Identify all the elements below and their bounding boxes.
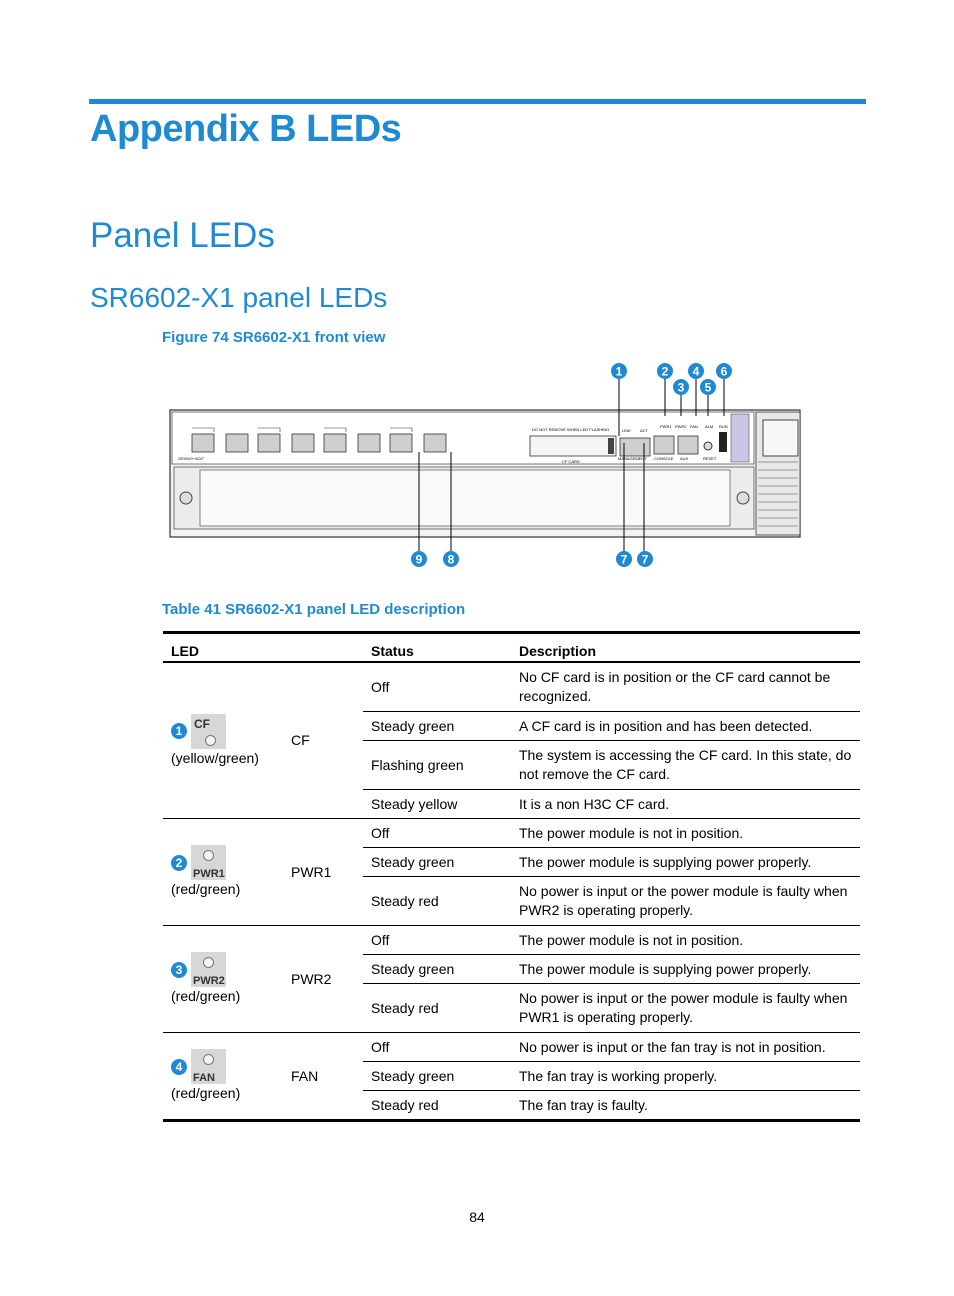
callout-4: 4 [692,364,700,379]
callout-3: 3 [677,380,685,395]
table-body [163,662,860,1121]
link-label: LINK [622,428,631,433]
led-dot [203,1054,214,1065]
description-cell: The power module is supplying power properly. [511,955,860,984]
alm-label: ALM [705,424,714,429]
status-cell: Steady green [363,848,511,877]
front-view-figure [168,358,808,573]
led-icon [191,952,226,987]
led-icon-label: CF [194,716,210,731]
table-row [163,819,860,848]
table-row [163,1033,860,1062]
led-icon [191,845,226,880]
callout-8: 8 [447,552,455,567]
description-cell: The system is accessing the CF card. In this state, do not remove the CF card. [511,741,860,790]
fan-label: FAN [690,424,698,429]
led-indicator-cell [163,819,283,926]
led-description-table [163,631,860,1122]
led-icon-group [171,952,275,987]
description-cell: No power is input or the power module is faulty when PWR2 is operating properly. [511,877,860,926]
callout-6: 6 [720,364,728,379]
chapter-rule [89,99,866,104]
callout-7b: 7 [641,552,649,567]
description-cell: No CF card is in position or the CF card cannot be recognized. [519,669,831,704]
table-header-row [163,633,860,663]
status-cell: Off [363,1033,511,1062]
led-dot [203,957,214,968]
status-cell: Steady red [363,1091,511,1121]
table-caption: Table 41 SR6602-X1 panel LED description [162,601,466,618]
led-icon-label: FAN [193,1072,215,1084]
description-cell: The power module is not in position. [511,926,860,955]
pwr1-label: PWR1 [660,424,672,429]
led-indicator-cell [163,926,283,1033]
callout-2: 2 [661,364,669,379]
header-status: Status [363,633,511,663]
page-number: 84 [469,1209,485,1225]
figure-caption: Figure 74 SR6602-X1 front view [162,329,386,346]
act-label: ACT [640,428,648,433]
description-cell: The power module is not in position. [511,819,860,848]
led-indicator-cell [163,1033,283,1121]
pwr2-label: PWR2 [675,424,687,429]
description-cell: A CF card is in position and has been detected. [511,712,860,741]
description-cell: The fan tray is faulty. [511,1091,860,1121]
description-cell: The fan tray is working properly. [511,1062,860,1091]
led-name-cell: PWR1 [283,819,363,926]
led-number-badge: 3 [171,962,187,978]
led-name-cell: FAN [283,1033,363,1121]
description-cell: It is a non H3C CF card. [511,790,860,819]
led-icon-label: PWR2 [193,975,225,987]
table-row [163,926,860,955]
led-dot [203,850,214,861]
callout-7a: 7 [620,552,628,567]
led-number-badge: 2 [171,855,187,871]
chapter-title: Appendix B LEDs [90,108,402,150]
cf-card-label: CF CARD [562,459,580,464]
run-label: RUN [719,424,728,429]
status-cell: Steady red [363,984,511,1033]
led-icon [191,714,226,749]
callout-5: 5 [704,380,712,395]
led-color-text: (red/green) [171,881,241,897]
management-label: MANAGEMENT [618,456,647,461]
description-cell: No power is input or the fan tray is not in position. [511,1033,860,1062]
status-cell: Off [371,678,390,695]
status-cell: Steady green [363,955,511,984]
front-view-drawing [168,358,808,573]
led-color-text: (red/green) [171,988,241,1004]
led-number-badge: 4 [171,1059,187,1075]
led-name-cell: PWR2 [283,926,363,1033]
callout-9: 9 [415,552,423,567]
status-cell: Steady green [363,712,511,741]
header-led: LED [163,633,363,663]
section-title: Panel LEDs [90,216,275,255]
reset-label: RESET [703,456,717,461]
description-cell: The power module is supplying power properly. [511,848,860,877]
subsection-title: SR6602-X1 panel LEDs [90,282,388,313]
console-label: CONSOLE [654,456,674,461]
led-icon-group [171,714,275,749]
led-name-cell: CF [291,732,310,748]
led-dot [205,735,216,746]
led-icon [191,1049,226,1084]
status-cell: Steady green [363,1062,511,1091]
callout-1: 1 [615,364,623,379]
table-row [163,662,860,712]
status-cell: Flashing green [363,741,511,790]
status-cell: Off [363,819,511,848]
cf-notice-label: DO NOT REMOVE WHEN LED FLASHING [532,427,610,432]
aux-label: AUX [680,456,689,461]
header-description: Description [511,633,860,663]
status-cell: Steady yellow [363,790,511,819]
led-color-text: (red/green) [171,1085,241,1101]
led-color-text: (yellow/green) [171,749,259,766]
led-number-badge: 1 [171,723,187,739]
led-icon-group [171,845,275,880]
status-cell: Off [363,926,511,955]
description-cell: No power is input or the power module is faulty when PWR1 is operating properly. [511,984,860,1033]
led-icon-label: PWR1 [193,868,225,880]
led-icon-group [171,1049,275,1084]
status-cell: Steady red [363,877,511,926]
port-group-label: GE0/0/0~0/0/7 [178,456,204,461]
led-indicator-cell [163,662,283,819]
